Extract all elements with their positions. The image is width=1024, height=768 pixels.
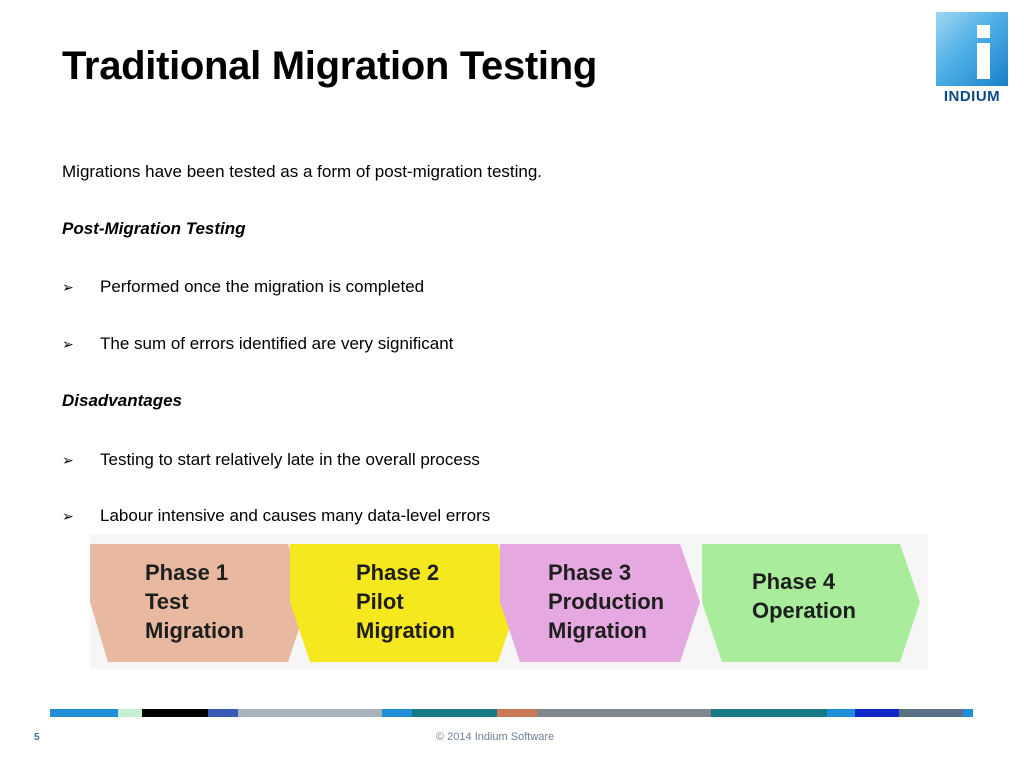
phase-3-label: Phase 3 Production Migration: [548, 560, 665, 643]
bullet-item: [62, 450, 480, 470]
copyright-text: © 2014 Indium Software: [436, 731, 555, 743]
footer-bar-segment: [382, 709, 412, 717]
footer-bar-segment: [118, 709, 142, 717]
bullet-text: Performed once the migration is completed: [100, 277, 425, 296]
arrow-bullet-icon: ➢: [62, 279, 74, 295]
footer-bar-segment: [827, 709, 855, 717]
slide-title: Traditional Migration Testing: [62, 44, 598, 88]
footer-bar-segment: [412, 709, 497, 717]
arrow-bullet-icon: ➢: [62, 336, 74, 352]
phase-4-label: Phase 4 Operation: [752, 569, 856, 623]
footer-bar-segment: [497, 709, 537, 717]
footer-bar-segment: [963, 709, 973, 717]
footer-bar-segment: [238, 709, 382, 717]
disadvantages-heading: Disadvantages: [62, 391, 182, 410]
bullet-text: The sum of errors identified are very significant: [100, 334, 454, 353]
phase-diagram: [90, 534, 928, 669]
arrow-bullet-icon: ➢: [62, 508, 74, 524]
bullet-item: [62, 506, 490, 526]
footer-bar-segment: [208, 709, 238, 717]
logo-text: INDIUM: [943, 88, 1001, 105]
footer-color-bar: [50, 709, 973, 717]
logo-mark-icon: [936, 12, 1008, 86]
footer-bar-segment: [855, 709, 899, 717]
phase-2-label: Phase 2 Pilot Migration: [356, 560, 455, 643]
bullet-text: Testing to start relatively late in the overall process: [100, 450, 480, 469]
phase-1-label: Phase 1 Test Migration: [145, 560, 244, 643]
arrow-bullet-icon: ➢: [62, 452, 74, 468]
footer-bar-segment: [142, 709, 208, 717]
footer-bar-segment: [899, 709, 963, 717]
bullet-item: [62, 334, 453, 354]
footer-bar-segment: [50, 709, 118, 717]
bullet-item: [62, 277, 424, 297]
page-number: 5: [34, 732, 40, 743]
bullet-text: Labour intensive and causes many data-level errors: [100, 506, 491, 525]
footer-bar-segment: [711, 709, 827, 717]
footer-bar-segment: [537, 709, 711, 717]
post-migration-heading: Post-Migration Testing: [62, 219, 246, 238]
indium-logo: [933, 12, 1011, 104]
intro-text: Migrations have been tested as a form of post-migration testing.: [62, 162, 543, 181]
